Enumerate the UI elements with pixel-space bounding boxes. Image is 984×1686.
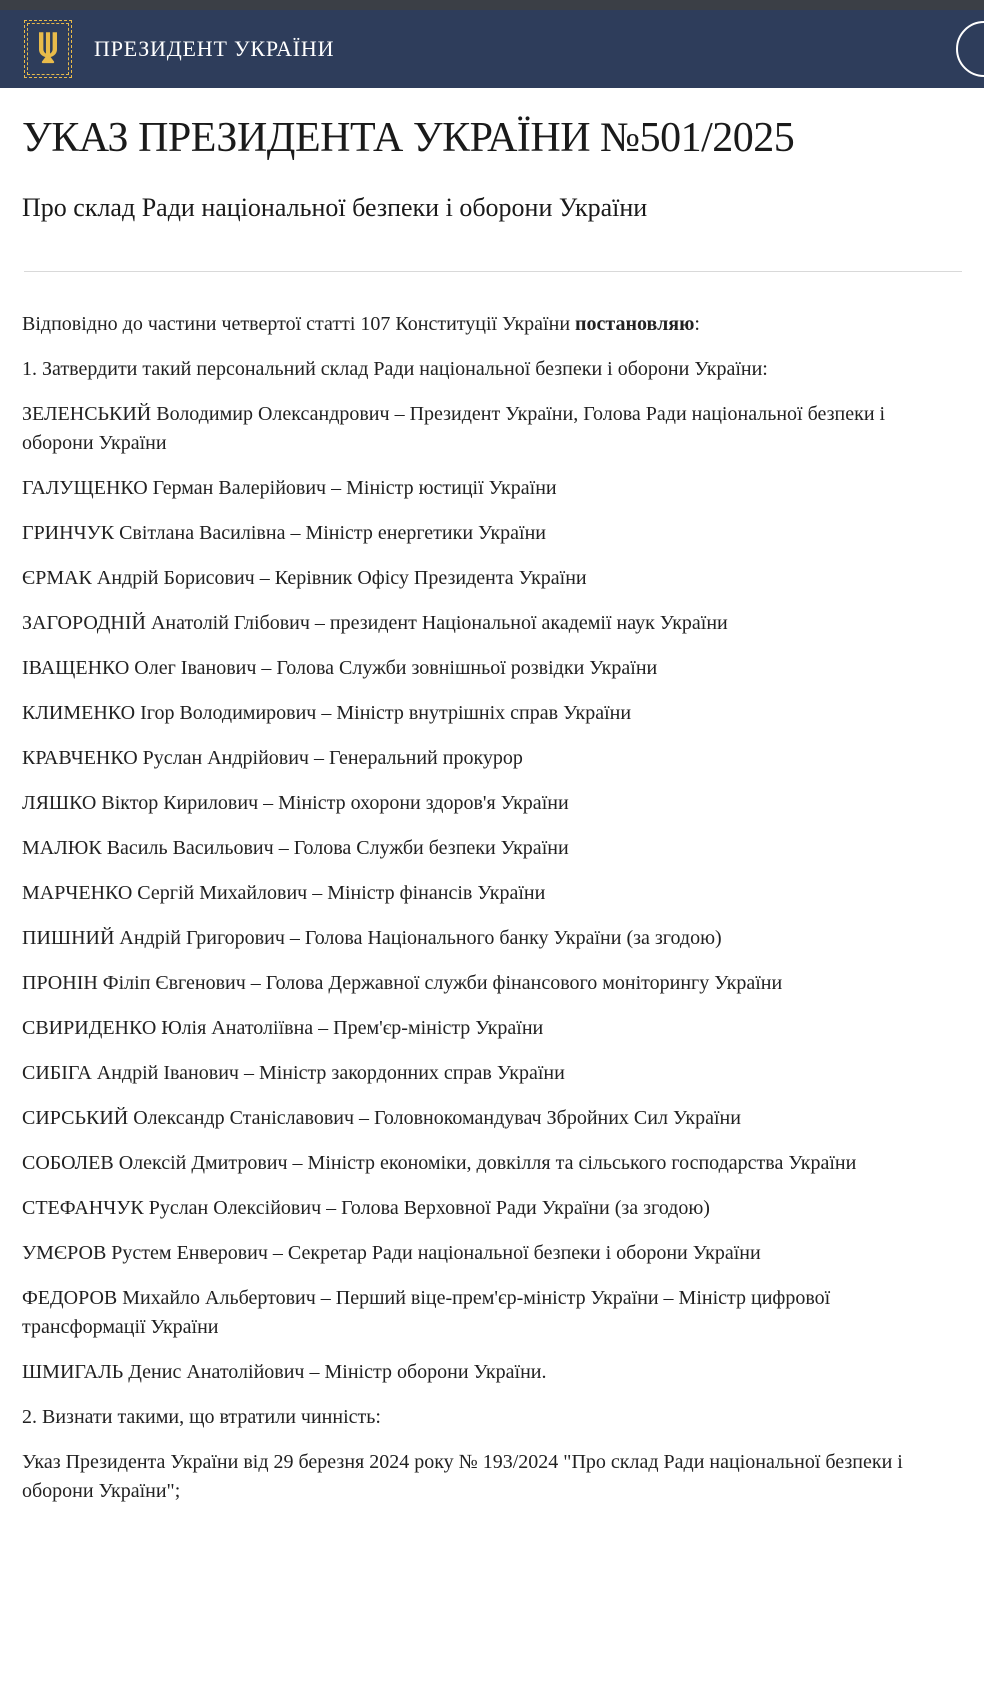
coat-of-arms-logo[interactable] — [24, 20, 72, 78]
member-entry: СТЕФАНЧУК Руслан Олексійович – Голова Верховної Ради України (за згодою) — [22, 1196, 710, 1219]
member-entry: СОБОЛЕВ Олексій Дмитрович – Міністр економіки, довкілля та сільського господарства України — [22, 1151, 857, 1174]
page-title: УКАЗ ПРЕЗИДЕНТА УКРАЇНИ №501/2025 — [22, 115, 795, 161]
revoked-decree-paragraph: Указ Президента України від 29 березня 2024 року № 193/2024 "Про склад Ради національної безпеки і оборони України"; — [22, 1450, 903, 1502]
tryzub-icon — [27, 23, 69, 75]
member-entry: ПИШНИЙ Андрій Григорович – Голова Національного банку України (за згодою) — [22, 926, 722, 949]
member-entry: ЗАГОРОДНІЙ Анатолій Глібович – президент Національної академії наук України — [22, 611, 728, 634]
member-entry: ШМИГАЛЬ Денис Анатолійович – Міністр оборони України. — [22, 1360, 547, 1383]
decree-subtitle: Про склад Ради національної безпеки і оборони України — [22, 193, 648, 223]
member-entry: СИБІГА Андрій Іванович – Міністр закордонних справ України — [22, 1061, 565, 1084]
member-entry: ГРИНЧУК Світлана Василівна – Міністр енергетики України — [22, 521, 547, 544]
header-inner — [0, 10, 984, 88]
intro-suffix: : — [694, 312, 700, 335]
member-entry: ІВАЩЕНКО Олег Іванович – Голова Служби зовнішньої розвідки України — [22, 656, 658, 679]
divider — [24, 271, 962, 272]
member-entry: ГАЛУЩЕНКО Герман Валерійович – Міністр юстиції України — [22, 476, 557, 499]
member-entry: МАРЧЕНКО Сергій Михайлович – Міністр фінансів України — [22, 881, 546, 904]
item-2-paragraph: 2. Визнати такими, що втратили чинність: — [22, 1405, 381, 1428]
intro-bold-word: постановляю — [575, 312, 695, 335]
decree-document — [0, 114, 984, 1506]
member-entry: ЄРМАК Андрій Борисович – Керівник Офісу Президента України — [22, 566, 587, 589]
member-entry: СВИРИДЕНКО Юлія Анатоліївна – Прем'єр-міністр України — [22, 1016, 544, 1039]
members-list — [22, 400, 918, 1387]
member-entry: ЛЯШКО Віктор Кирилович – Міністр охорони здоров'я України — [22, 791, 569, 814]
member-entry: УМЄРОВ Рустем Енверович – Секретар Ради національної безпеки і оборони України — [22, 1241, 761, 1264]
member-entry: КЛИМЕНКО Ігор Володимирович – Міністр внутрішніх справ України — [22, 701, 632, 724]
site-header — [0, 0, 984, 88]
member-entry: КРАВЧЕНКО Руслан Андрійович – Генеральний прокурор — [22, 746, 523, 769]
intro-paragraph — [22, 310, 918, 339]
intro-prefix: Відповідно до частини четвертої статті 107 Конституції України — [22, 312, 576, 335]
site-brand-title[interactable]: ПРЕЗИДЕНТ УКРАЇНИ — [94, 36, 335, 61]
member-entry: МАЛЮК Василь Васильович – Голова Служби безпеки України — [22, 836, 569, 859]
member-entry: СИРСЬКИЙ Олександр Станіславович – Головнокомандувач Збройних Сил України — [22, 1106, 741, 1129]
item-1-paragraph: 1. Затвердити такий персональний склад Ради національної безпеки і оборони України: — [22, 357, 768, 380]
member-entry: ФЕДОРОВ Михайло Альбертович – Перший віце-прем'єр-міністр України – Міністр цифрової трансформації України — [22, 1286, 831, 1338]
decree-body — [22, 310, 918, 1506]
member-entry: ЗЕЛЕНСЬКИЙ Володимир Олександрович – Президент України, Голова Ради національної безпеки і оборони України — [22, 402, 886, 454]
member-entry: ПРОНІН Філіп Євгенович – Голова Державної служби фінансового моніторингу України — [22, 971, 783, 994]
